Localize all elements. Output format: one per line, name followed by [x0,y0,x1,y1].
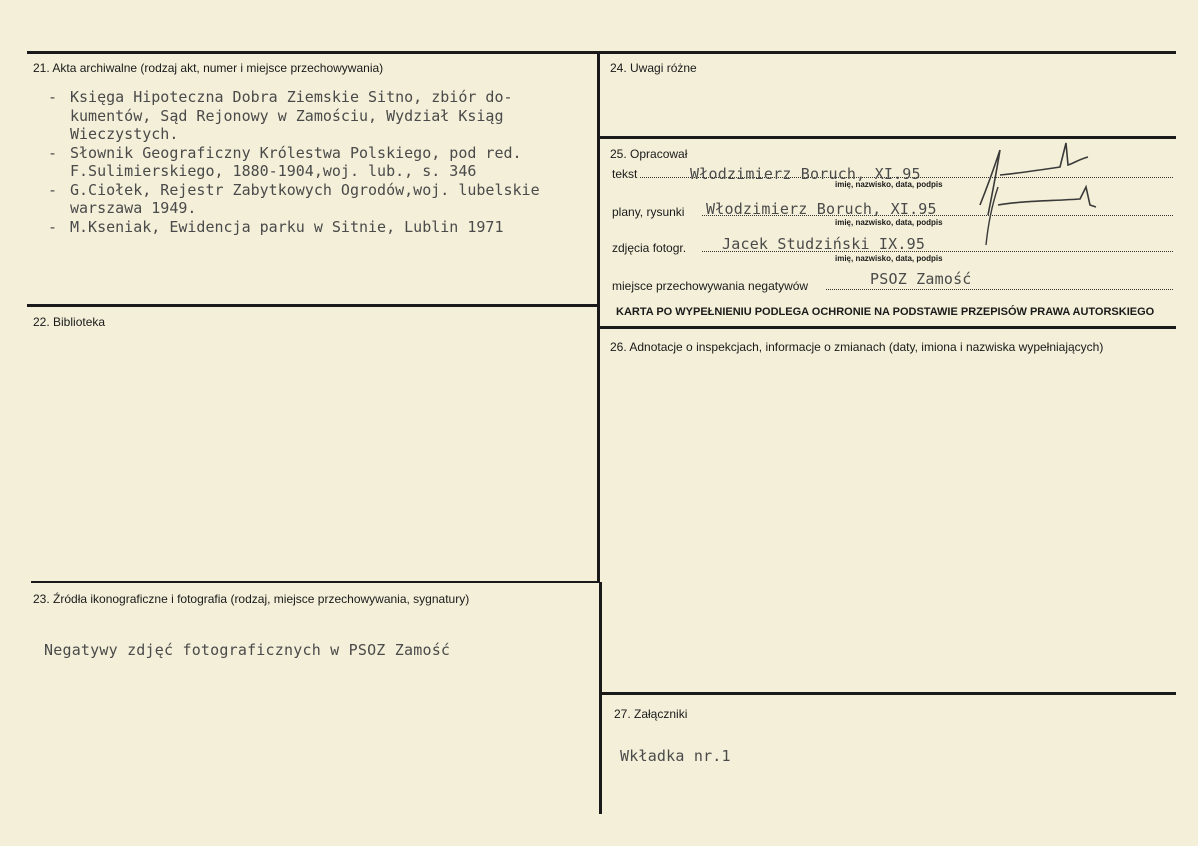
section-25-label: 25. Opracował [610,147,688,161]
miejsce-value: PSOZ Zamość [870,270,972,288]
list-item: - Księga Hipoteczna Dobra Ziemskie Sitno, zbiór do- kumentów, Sąd Rejonowy w Zamościu, Wydział Ksiąg Wieczystych. [48,88,513,143]
section-27-label: 27. Załączniki [614,707,688,721]
copyright-notice: KARTA PO WYPEŁNIENIU PODLEGA OCHRONIE NA PODSTAWIE PRZEPISÓW PRAWA AUTORSKIEGO [616,306,1155,318]
right-rule-25-26 [599,326,1176,329]
center-divider-upper [597,51,600,582]
right-rule-26-27 [601,692,1176,695]
plany-label: plany, rysunki [612,205,685,219]
plany-value: Włodzimierz Boruch, XI.95 [706,200,937,218]
center-divider-lower [599,582,602,814]
section-21-label: 21. Akta archiwalne (rodzaj akt, numer i miejsce przechowywania) [33,61,384,75]
section-23-label: 23. Źródła ikonograficzne i fotografia (rodzaj, miejsce przechowywania, sygnatury) [33,592,470,606]
list-item: - G.Ciołek, Rejestr Zabytkowych Ogrodów,woj. lubelskie warszawa 1949. [48,180,540,217]
miejsce-dotted-line [826,289,1173,290]
archival-records-list [48,88,540,236]
left-rule-21-22 [27,304,598,307]
section-27-text: Wkładka nr.1 [620,747,731,765]
plany-hint: imię, nazwisko, data, podpis [835,218,943,227]
zdjecia-hint: imię, nazwisko, data, podpis [835,254,943,263]
tekst-value: Włodzimierz Boruch, XI.95 [690,165,921,183]
signature-icon [970,135,1110,265]
section-24-label: 24. Uwagi różne [610,61,697,75]
tekst-label: tekst [612,167,638,181]
list-item: - Słownik Geograficzny Królestwa Polskiego, pod red. F.Sulimierskiego, 1880-1904,woj. lub., s. 346 [48,143,522,180]
section-23-text: Negatywy zdjęć fotograficznych w PSOZ Zamość [44,641,451,659]
list-item: - M.Kseniak, Ewidencja parku w Sitnie, Lublin 1971 [48,217,504,236]
left-rule-22-23 [31,581,600,583]
section-22-label: 22. Biblioteka [33,315,106,329]
top-rule [27,51,1176,54]
zdjecia-value: Jacek Studziński IX.95 [722,235,926,253]
section-26-label: 26. Adnotacje o inspekcjach, informacje o zmianach (daty, imiona i nazwiska wypełniających) [610,340,1104,354]
tekst-hint: imię, nazwisko, data, podpis [835,180,943,189]
zdjecia-label: zdjęcia fotogr. [612,241,687,255]
miejsce-label: miejsce przechowywania negatywów [612,279,809,293]
